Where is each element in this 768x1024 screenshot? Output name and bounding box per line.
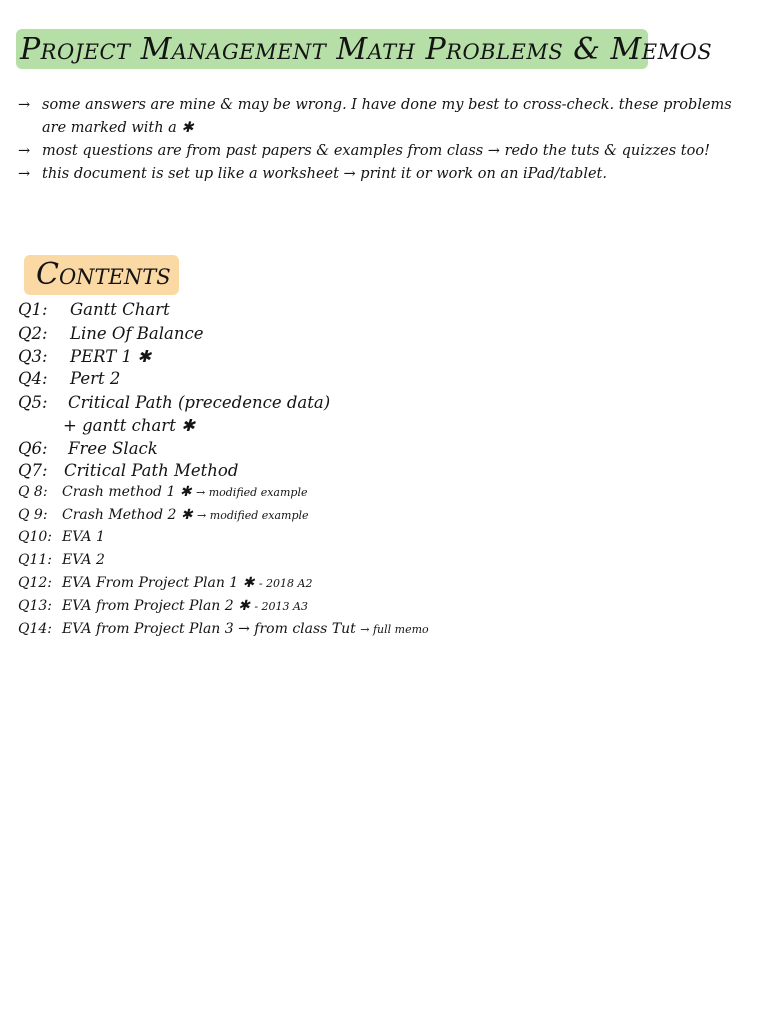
toc-number: Q2: (18, 324, 48, 343)
toc-title-text: Crash Method 2 ✱ (62, 507, 193, 523)
toc-number: Q12: (18, 575, 53, 591)
toc-row (18, 369, 738, 393)
toc-title-text: EVA from Project Plan 2 ✱ (62, 598, 250, 614)
toc-number: Q6: (18, 439, 48, 458)
note-item (18, 163, 758, 186)
toc-title (62, 598, 308, 614)
toc-row (18, 621, 738, 644)
toc-row (18, 507, 738, 529)
toc-note: → modified example (197, 509, 309, 522)
arrow-icon: → (18, 143, 31, 159)
contents-heading: Contents (36, 257, 171, 292)
toc-number: Q3: (18, 347, 48, 366)
toc-note: → modified example (196, 486, 308, 499)
toc-number: Q11: (18, 552, 53, 568)
toc-row (18, 484, 738, 507)
toc-row (18, 416, 738, 439)
toc-title (62, 621, 429, 637)
note-text: most questions are from past papers & examples from class → redo the tuts & quizzes too! (42, 143, 710, 159)
toc-number: Q4: (18, 369, 48, 388)
toc-number: Q1: (18, 300, 48, 319)
table-of-contents (18, 300, 738, 644)
note-item (18, 140, 758, 163)
toc-title: Line Of Balance (70, 324, 204, 343)
toc-number: Q13: (18, 598, 53, 614)
toc-title (62, 575, 313, 591)
notes-list (18, 94, 758, 186)
toc-title: Critical Path (precedence data) (68, 393, 331, 412)
toc-title (62, 484, 307, 500)
page-title: Project Management Math Problems & Memos (20, 32, 713, 67)
toc-title-text: EVA from Project Plan 3 → from class Tut (62, 621, 356, 637)
note-item (18, 94, 758, 140)
arrow-icon: → (18, 166, 31, 182)
toc-title: Critical Path Method (64, 461, 239, 480)
toc-row (18, 439, 738, 461)
toc-title: EVA 1 (62, 529, 105, 545)
note-text: some answers are mine & may be wrong. I have done my best to cross-check. these problems are marked with a ✱ (42, 97, 732, 136)
toc-title (62, 507, 309, 523)
toc-row (18, 393, 738, 416)
toc-note: - 2018 A2 (258, 577, 313, 590)
toc-title: PERT 1 ✱ (70, 347, 152, 366)
toc-row (18, 324, 738, 347)
toc-number: Q10: (18, 529, 53, 545)
toc-title: + gantt chart ✱ (63, 416, 195, 435)
toc-number: Q7: (18, 461, 48, 480)
toc-title: Gantt Chart (70, 300, 170, 319)
toc-note: - 2013 A3 (254, 600, 308, 613)
toc-row (18, 575, 738, 598)
toc-row (18, 529, 738, 552)
toc-title-text: EVA From Project Plan 1 ✱ (62, 575, 255, 591)
toc-number: Q14: (18, 621, 53, 637)
note-text: this document is set up like a worksheet → print it or work on an iPad/tablet. (42, 166, 607, 182)
toc-number: Q 9: (18, 507, 48, 523)
toc-title-text: Crash method 1 ✱ (62, 484, 192, 500)
toc-note: → full memo (360, 623, 429, 636)
arrow-icon: → (18, 97, 31, 113)
toc-title: EVA 2 (62, 552, 105, 568)
toc-row (18, 552, 738, 575)
toc-row (18, 300, 738, 324)
toc-number: Q5: (18, 393, 48, 412)
toc-number: Q 8: (18, 484, 48, 500)
toc-row (18, 461, 738, 484)
toc-title: Free Slack (68, 439, 158, 458)
toc-title: Pert 2 (70, 369, 121, 388)
toc-row (18, 347, 738, 369)
toc-row (18, 598, 738, 621)
